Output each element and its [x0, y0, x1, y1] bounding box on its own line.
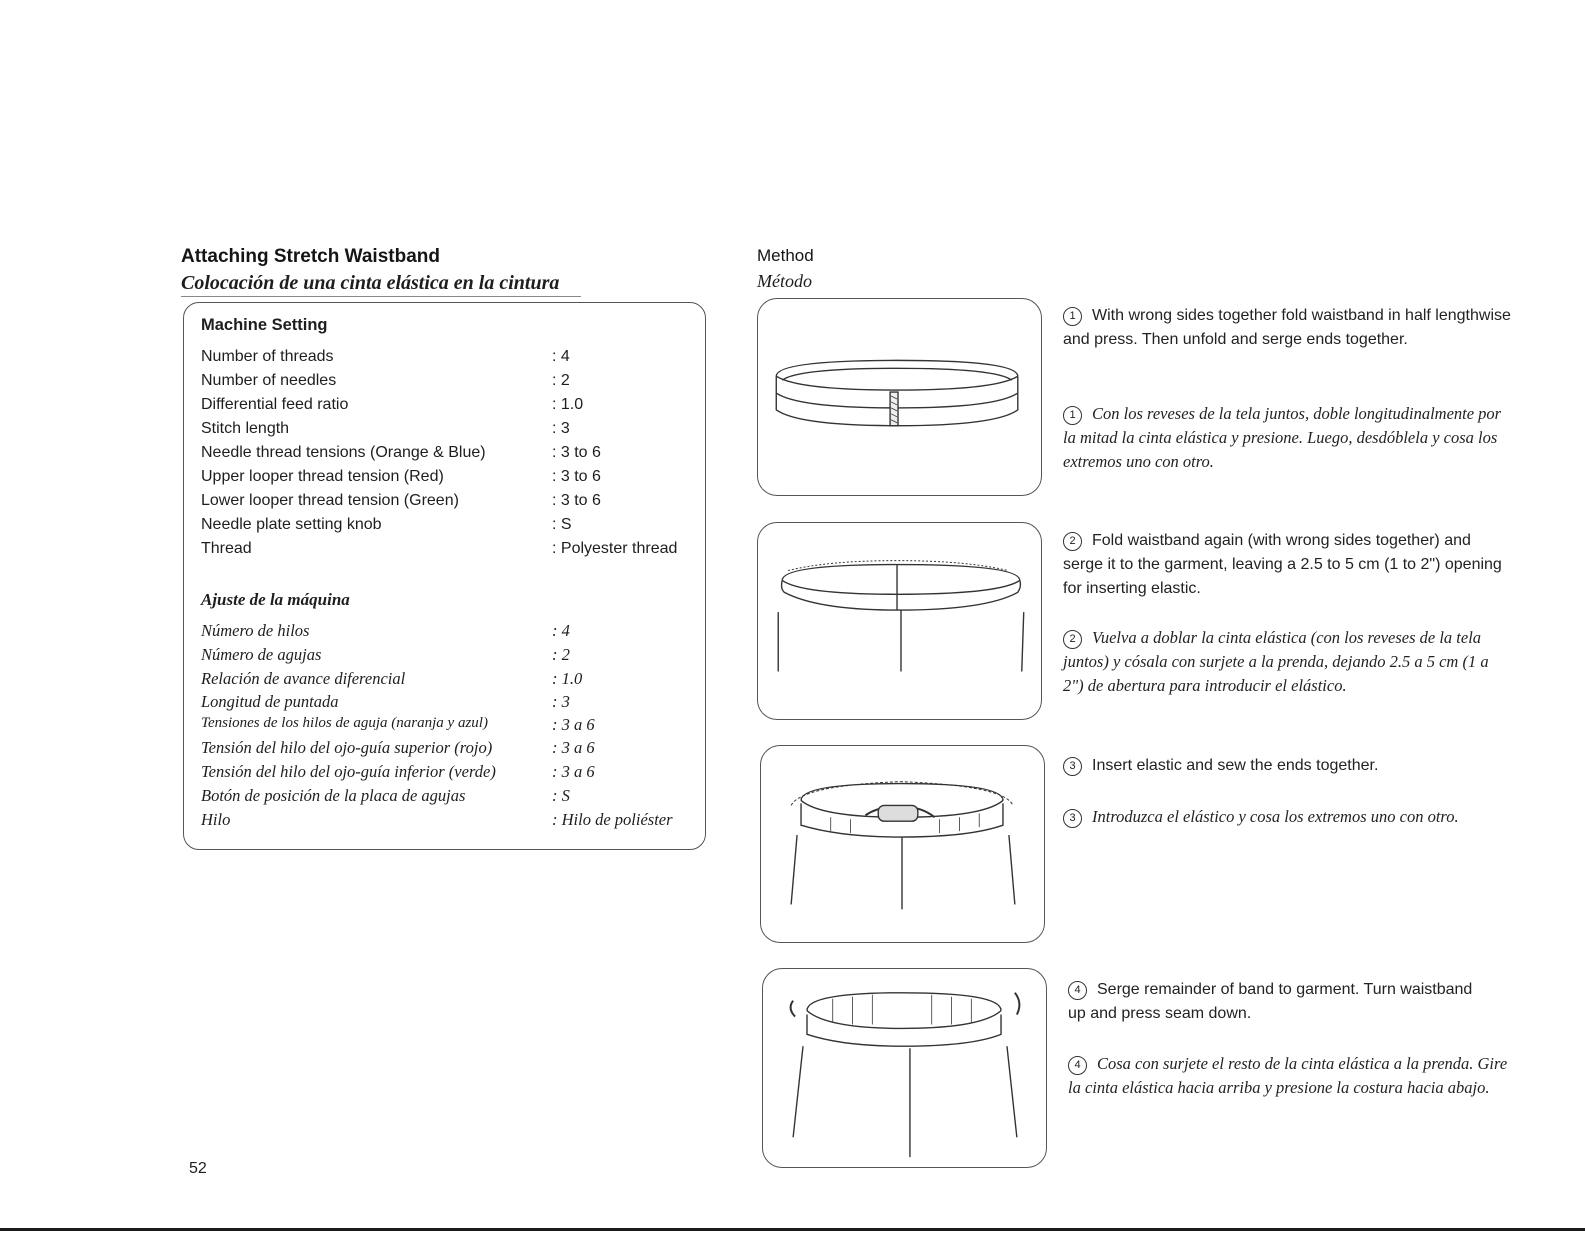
- setting-value: : 1.0: [552, 396, 584, 413]
- machine-setting-heading-spanish: Ajuste de la máquina: [201, 590, 350, 609]
- setting-value-spanish: : 3 a 6: [552, 762, 595, 781]
- illustration-step-1: [757, 298, 1042, 496]
- setting-value: : 3: [552, 420, 570, 437]
- section-title: Attaching Stretch Waistband: [181, 246, 440, 267]
- setting-value-spanish: : 3: [552, 692, 570, 711]
- step-number-badge: 2: [1063, 532, 1082, 551]
- setting-label: Needle thread tensions (Orange & Blue): [201, 444, 486, 461]
- step-number-badge: 4: [1068, 981, 1087, 1000]
- page-number: 52: [189, 1160, 207, 1177]
- illustration-step-2: [757, 522, 1042, 720]
- step-number-badge: 1: [1063, 406, 1082, 425]
- setting-value-spanish: : 1.0: [552, 669, 583, 688]
- setting-label-spanish: Longitud de puntada: [201, 692, 339, 711]
- setting-value: : 4: [552, 348, 570, 365]
- setting-value: : S: [552, 516, 572, 533]
- setting-value-spanish: : 3 a 6: [552, 738, 595, 757]
- machine-setting-heading: Machine Setting: [201, 316, 328, 334]
- step-4-text-spanish: 4 Cosa con surjete el resto de la cinta elástica a la prenda. Gire la cinta elástica hacia arriba y presione la costura hacia abajo.: [1068, 1054, 1508, 1097]
- step-2-text: 2 Fold waistband again (with wrong sides together) and serge it to the garment, leaving a 2.5 to 5 cm (1 to 2") opening for inserting elastic.: [1063, 532, 1502, 597]
- step-3-text-spanish: 3 Introduzca el elástico y cosa los extremos uno con otro.: [1063, 805, 1523, 829]
- waistband-loop-drawing: [758, 299, 1041, 495]
- setting-label-spanish: Hilo: [201, 810, 231, 829]
- setting-value: : 3 to 6: [552, 468, 601, 485]
- setting-value-spanish: : Hilo de poliéster: [552, 810, 673, 829]
- setting-value-spanish: : S: [552, 786, 570, 805]
- setting-label: Stitch length: [201, 420, 290, 437]
- title-underline: [181, 296, 581, 297]
- step-number-badge: 2: [1063, 630, 1082, 649]
- insert-elastic-drawing: [761, 746, 1044, 942]
- setting-label: Number of threads: [201, 348, 334, 365]
- setting-label: Number of needles: [201, 372, 337, 389]
- method-heading: Method: [757, 246, 814, 265]
- setting-label-spanish: Botón de posición de la placa de agujas: [201, 786, 466, 805]
- setting-label: Upper looper thread tension (Red): [201, 468, 444, 485]
- illustration-step-3: [760, 745, 1045, 943]
- step-1-text-spanish: 1 Con los reveses de la tela juntos, doble longitudinalmente por la mitad la cinta elástica y presione. Luego, desdóblela y cosa los extremos uno con otro.: [1063, 404, 1502, 471]
- setting-label-spanish: Tensiones de los hilos de aguja (naranja y azul): [201, 715, 488, 731]
- step-number-badge: 1: [1063, 307, 1082, 326]
- method-heading-spanish: Método: [757, 271, 812, 291]
- setting-value: : Polyester thread: [552, 540, 678, 557]
- setting-label: Thread: [201, 540, 252, 557]
- setting-label: Needle plate setting knob: [201, 516, 382, 533]
- step-2-text-spanish: 2 Vuelva a doblar la cinta elástica (con los reveses de la tela juntos) y cósala con surjete a la prenda, dejando 2.5 a 5 cm (1 a 2") de abertura para introducir el elástico.: [1063, 628, 1489, 695]
- setting-value-spanish: : 2: [552, 645, 570, 664]
- setting-label-spanish: Número de hilos: [201, 621, 310, 640]
- setting-value: : 3 to 6: [552, 444, 601, 461]
- setting-label-spanish: Número de agujas: [201, 645, 322, 664]
- step-number-badge: 4: [1068, 1056, 1087, 1075]
- setting-label: Differential feed ratio: [201, 396, 349, 413]
- setting-value-spanish: : 3 a 6: [552, 715, 595, 734]
- step-4-text: 4 Serge remainder of band to garment. Turn waistband up and press seam down.: [1068, 981, 1473, 1022]
- step-3-text: 3 Insert elastic and sew the ends together.: [1063, 754, 1513, 778]
- step-1-text: 1 With wrong sides together fold waistband in half lengthwise and press. Then unfold and serge ends together.: [1063, 307, 1511, 348]
- setting-value-spanish: : 4: [552, 621, 570, 640]
- setting-label-spanish: Tensión del hilo del ojo-guía inferior (verde): [201, 762, 496, 781]
- bottom-border: [0, 1228, 1585, 1231]
- setting-value: : 2: [552, 372, 570, 389]
- step-number-badge: 3: [1063, 809, 1082, 828]
- finished-waistband-drawing: [763, 969, 1046, 1167]
- section-title-spanish: Colocación de una cinta elástica en la cintura: [181, 272, 560, 294]
- setting-label: Lower looper thread tension (Green): [201, 492, 459, 509]
- setting-label-spanish: Relación de avance diferencial: [201, 669, 406, 688]
- step-number-badge: 3: [1063, 757, 1082, 776]
- illustration-step-4: [762, 968, 1047, 1168]
- setting-label-spanish: Tensión del hilo del ojo-guía superior (rojo): [201, 738, 493, 757]
- waistband-on-garment-drawing: [758, 523, 1041, 719]
- setting-value: : 3 to 6: [552, 492, 601, 509]
